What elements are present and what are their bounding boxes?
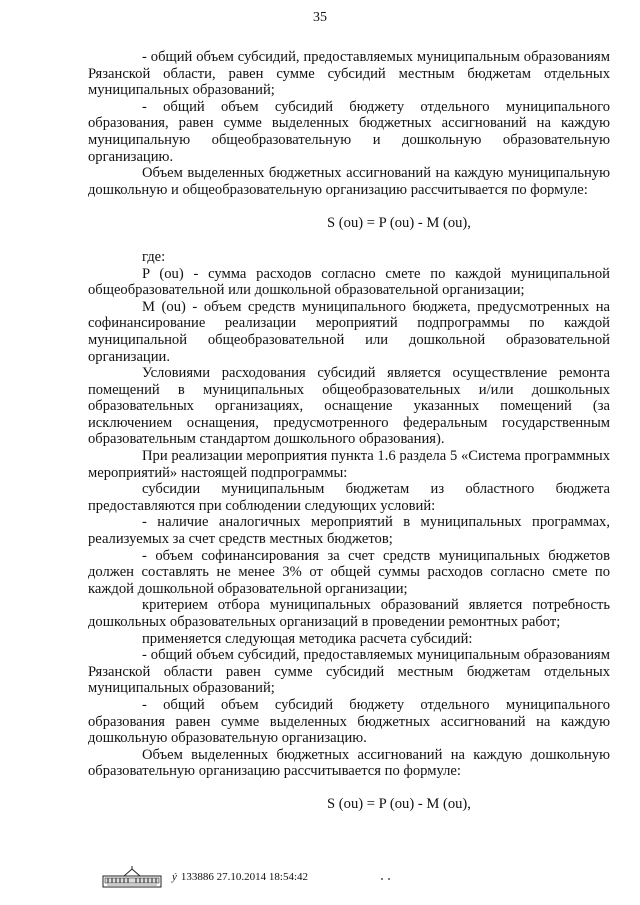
document-body [88,49,610,813]
paragraph: где: [142,248,166,265]
scan-speck [381,878,383,880]
paragraph: - наличие аналогичных мероприятий в муниципальных программах, реализуемых за счет средств местных бюджетов; [88,514,610,548]
paragraph: применяется следующая методика расчета субсидий: [142,630,473,647]
document-footer [102,866,308,888]
paragraph: Объем выделенных бюджетных ассигнований на каждую дошкольную образовательную организацию рассчитывается по формуле: [88,746,610,780]
paragraph: - объем софинансирования за счет средств муниципальных бюджетов должен составлять не менее 3% от общей суммы расходов согласно смете по каждой дошкольной образовательной организации; [88,547,610,597]
registry-stamp-icon [102,866,162,888]
paragraph: субсидии муниципальным бюджетам из областного бюджета предоставляются при соблюдении следующих условий: [88,481,610,514]
paragraph: M (ou) - объем средств муниципального бюджета, предусмотренных на софинансирование реализации мероприятий подпрограммы по каждой муниципальной общеобразовательной или дошкольной образовательной организации. [88,298,610,365]
paragraph: - общий объем субсидий, предоставляемых муниципальным образованиям Рязанской области равен сумме субсидий местным бюджетам отдельных муниципальных образований; [88,647,610,697]
paragraph: Объем выделенных бюджетных ассигнований на каждую муниципальную дошкольную и общеобразовательную организацию рассчитывается по формуле: [88,165,610,198]
paragraph: критерием отбора муниципальных образований является потребность дошкольных образовательных организаций в проведении ремонтных работ; [88,597,610,630]
page-number: 35 [313,10,327,25]
paragraph: Условиями расходования субсидий является осуществление ремонта помещений в муниципальных общеобразовательных и/или дошкольных образовательных организациях, оснащение указанных помещений (за исключением оснащения, предусмотренного федеральным государственным образовательным стандартом дошкольного образования). [88,365,610,448]
document-registration-stamp-text: ý 133886 27.10.2014 18:54:42 [172,871,309,883]
paragraph: - общий объем субсидий бюджету отдельного муниципального образования равен сумме выделенных бюджетных ассигнований на каждую дошкольную образовательную организацию. [88,696,610,747]
formula: S (ou) = P (ou) - M (ou), [327,795,471,812]
scan-speck [388,878,390,880]
paragraph: P (ou) - сумма расходов согласно смете по каждой муниципальной общеобразовательной или дошкольной образовательной организации; [88,265,610,299]
paragraph: - общий объем субсидий, предоставляемых муниципальным образованиям Рязанской области, равен сумме субсидий местным бюджетам отдельных муниципальных образований; [88,49,610,99]
paragraph: - общий объем субсидий бюджету отдельного муниципального образования, равен сумме выделенных бюджетных ассигнований на каждую муниципальную общеобразовательную и дошкольную образовательную организацию. [88,98,610,165]
signature-mark-icon: ý [172,871,177,883]
paragraph: При реализации мероприятия пункта 1.6 раздела 5 «Система программных мероприятий» настоящей подпрограммы: [88,448,610,481]
formula: S (ou) = P (ou) - M (ou), [327,215,471,232]
